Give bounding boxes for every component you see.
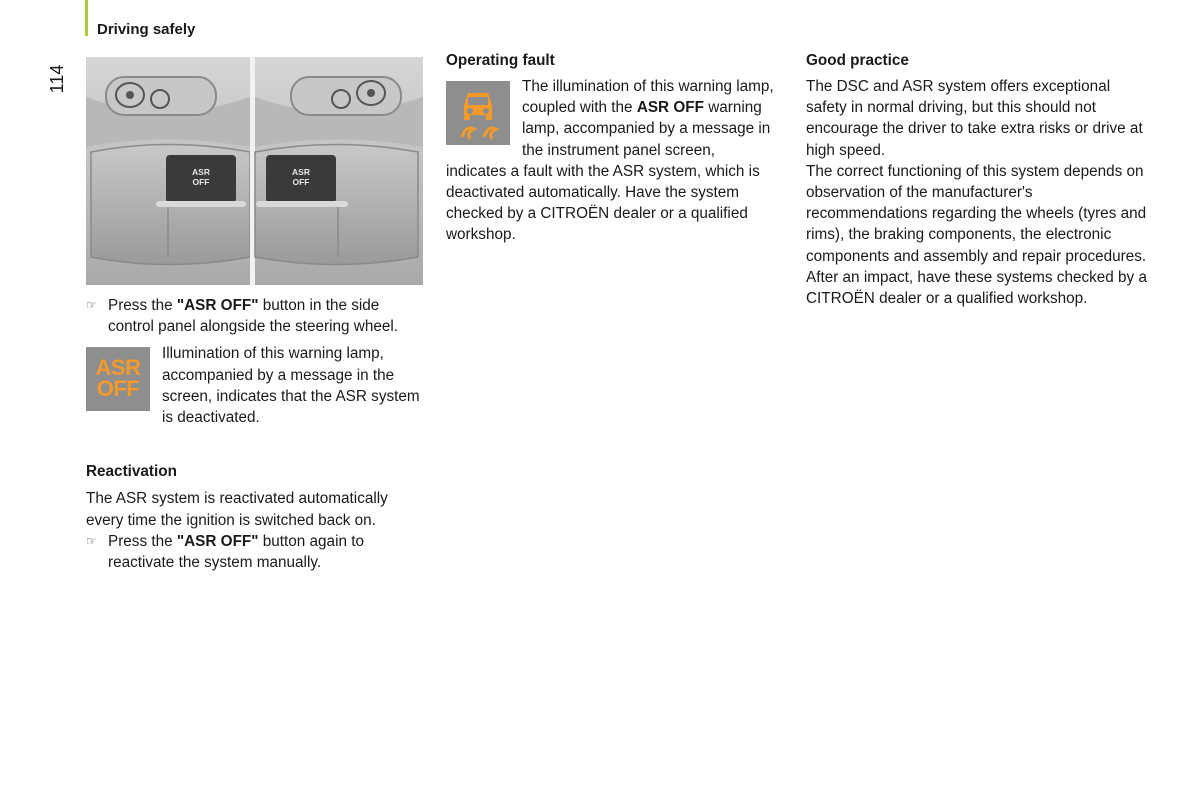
asr-off-warning-lamp-icon: ASR OFF bbox=[86, 347, 150, 411]
reactivation-title: Reactivation bbox=[86, 463, 177, 481]
press-asr-off-instruction: ☞ Press the "ASR OFF" button in the side control panel alongside the steering wheel. bbox=[86, 297, 398, 336]
pointing-hand-icon: ☞ bbox=[86, 298, 97, 312]
reactivate-instruction: ☞ Press the "ASR OFF" button again to reactivate the system manually. bbox=[86, 532, 364, 572]
operating-fault-title: Operating fault bbox=[446, 52, 555, 69]
good-practice-para-2: The correct functioning of this system depends on observation of the manufacturer's recommendations regarding the wheels (tyres and rims), the braking components, the electronic components and assembly and repair procedures. bbox=[806, 162, 1147, 265]
good-practice-title: Good practice bbox=[806, 52, 909, 69]
asr-off-lamp-info bbox=[86, 343, 424, 433]
asr-off-button-label-left: ASR OFF bbox=[192, 167, 210, 187]
good-practice-para-3: After an impact, have these systems checked by a CITROËN dealer or a qualified workshop. bbox=[806, 268, 1147, 308]
asr-off-button-label-right: ASR OFF bbox=[292, 167, 310, 187]
section-title: Driving safely bbox=[97, 21, 196, 38]
reactivation-text: The ASR system is reactivated automatically every time the ignition is switched back on. bbox=[86, 490, 388, 529]
asr-off-lamp-description: Illumination of this warning lamp, accompanied by a message in the screen, indicates that the ASR system is deactivated. bbox=[162, 345, 420, 427]
control-panel-illustration bbox=[86, 57, 423, 285]
asr-button-photo bbox=[86, 57, 423, 285]
skid-warning-icon bbox=[446, 81, 510, 145]
right-column bbox=[806, 50, 1150, 309]
operating-fault-text: The illumination of this warning lamp, coupled with the ASR OFF warning lamp, accompanied by a message in the instrument panel screen, indicates a fault with the ASR system, which is deactivated automatically. Have the system checked by a CITROËN dealer or a qualified workshop. bbox=[446, 78, 774, 244]
pointing-hand-icon: ☞ bbox=[86, 533, 97, 548]
section-accent-bar bbox=[85, 0, 88, 36]
left-column bbox=[86, 50, 424, 573]
page-number: 114 bbox=[47, 64, 67, 94]
good-practice-para-1: The DSC and ASR system offers exceptional safety in normal driving, but this should not encourage the driver to take extra risks or drive at high speed. bbox=[806, 78, 1143, 159]
middle-column bbox=[446, 50, 776, 246]
